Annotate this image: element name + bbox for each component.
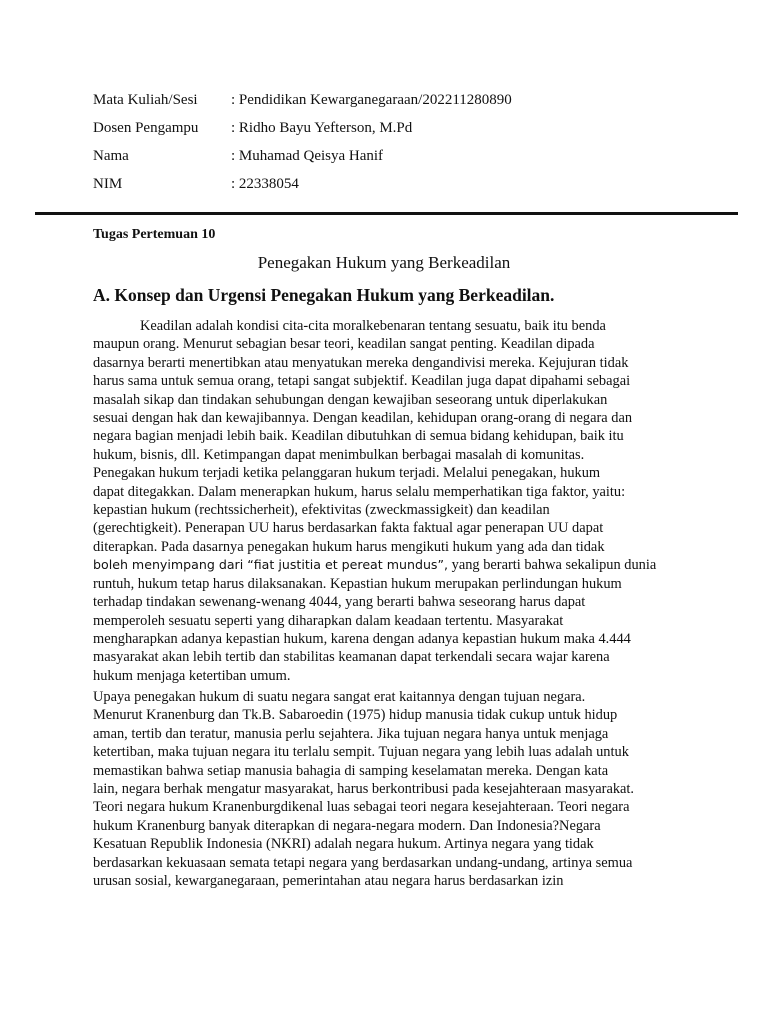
text-line: runtuh, hukum tetap harus dilaksanakan. Kepastian hukum merupakan perlindungan hukum [93, 575, 622, 592]
header-divider [35, 212, 738, 215]
text-line: maupun orang. Menurut sebagian besar teori, keadilan sangat penting. Keadilan dipada [93, 336, 595, 353]
text-line: dapat ditegakkan. Dalam menerapkan hukum, harus selalu memperhatikan tiga faktor, yaitu: [93, 483, 626, 500]
info-label: Mata Kuliah/Sesi [93, 92, 198, 108]
text-line: Menurut Kranenburg dan Tk.B. Sabaroedin (1975) hidup manusia tidak cukup untuk hidup [93, 707, 618, 724]
text-fragment: yang berarti bahwa sekalipun dunia [448, 557, 657, 574]
info-row-name [93, 142, 512, 170]
assignment-label: Tugas Pertemuan 10 [93, 227, 216, 242]
info-label: NIM [93, 176, 123, 192]
info-row-course [93, 86, 512, 114]
text-line: aman, tertib dan teratur, manusia perlu sejahtera. Jika tujuan negara hanya untuk menjaga [93, 725, 609, 742]
info-value: : Pendidikan Kewarganegaraan/202211280890 [231, 92, 512, 108]
text-line: urusan sosial, kewarganegaraan, pemerintahan atau negara harus berdasarkan izin [93, 873, 564, 890]
text-line: Upaya penegakan hukum di suatu negara sangat erat kaitannya dengan tujuan negara. [93, 689, 586, 705]
info-row-nim [93, 170, 512, 198]
text-line: dasarnya berarti menertibkan atau menyatukan mereka dengandivisi mereka. Kejujuran tidak [93, 354, 629, 371]
text-line: masalah sikap dan tindakan sehubungan dengan kewajiban seseorang untuk diperlakukan [93, 391, 608, 408]
info-label: Dosen Pengampu [93, 120, 199, 136]
text-line: harus sama untuk semua orang, tetapi sangat subjektif. Keadilan juga dapat dipahami sebagai [93, 373, 631, 390]
text-line: memperoleh sesuatu seperti yang diharapkan dalam keadaan tertentu. Masyarakat [93, 612, 564, 629]
document-title-text: Penegakan Hukum yang Berkeadilan [257, 253, 511, 272]
info-label: Nama [93, 148, 129, 164]
text-line: diterapkan. Pada dasarnya penegakan hukum harus mengikuti hukum yang ada dan tidak [93, 538, 605, 555]
paragraph-2 [93, 688, 676, 890]
text-line: (gerechtigkeit). Penerapan UU harus berdasarkan fakta faktual agar penerapan UU dapat [93, 520, 604, 537]
info-value: : Ridho Bayu Yefterson, M.Pd [231, 120, 413, 136]
info-value: : Muhamad Qeisya Hanif [231, 148, 384, 164]
info-row-lecturer [93, 114, 512, 142]
text-line: sesuai dengan hak dan kewajibannya. Dengan keadilan, kehidupan orang-orang di negara dan [93, 410, 633, 427]
text-line: negara bagian menjadi lebih baik. Keadilan dibutuhkan di semua bidang kehidupan, baik itu [93, 428, 624, 445]
paragraph-1 [93, 317, 676, 685]
text-line: terhadap tindakan sewenang-wenang 4044, yang berarti bahwa seseorang harus dapat [93, 594, 586, 611]
student-info-table [93, 86, 512, 198]
text-line: lain, negara berhak mengatur masyarakat, harus berkontribusi pada kesejahteraan masyarakat. [93, 781, 635, 798]
text-line-mixed [93, 556, 676, 574]
text-line: kepastian hukum (rechtssicherheit), efektivitas (zweckmassigkeit) dan keadilan [93, 502, 550, 519]
text-line: hukum, bisnis, dll. Ketimpangan dapat menimbulkan berbagai masalah di komunitas. [93, 446, 585, 463]
document-title [0, 253, 768, 273]
text-line: Teori negara hukum Kranenburgdikenal luas sebagai teori negara kesejahteraan. Teori negara [93, 799, 630, 816]
text-line: hukum menjaga ketertiban umum. [93, 667, 291, 684]
text-line: hukum Kranenburg banyak diterapkan di negara-negara modern. Dan Indonesia?Negara [93, 817, 601, 834]
info-value: : 22338054 [231, 176, 299, 192]
text-line: Kesatuan Republik Indonesia (NKRI) adalah negara hukum. Artinya negara yang tidak [93, 836, 594, 853]
text-line: Keadilan adalah kondisi cita-cita moralkebenaran tentang sesuatu, baik itu benda [140, 318, 606, 334]
text-line: memastikan bahwa setiap manusia bahagia di samping keselamatan mereka. Dengan kata [93, 762, 609, 779]
text-line: Penegakan hukum terjadi ketika pelanggaran hukum terjadi. Melalui penegakan, hukum [93, 465, 601, 482]
text-line: mengharapkan adanya kepastian hukum, karena dengan adanya kepastian hukum maka 4.444 [93, 630, 631, 647]
text-line: berdasarkan kekuasaan semata tetapi negara yang berdasarkan undang-undang, artinya semua [93, 854, 633, 871]
text-line: ketertiban, maka tujuan negara itu terlalu sempit. Tujuan negara yang lebih luas adalah untuk [93, 744, 629, 761]
text-line: masyarakat akan lebih tertib dan stabilitas keamanan dapat terkendali secara wajar karena [93, 649, 610, 666]
section-heading: A. Konsep dan Urgensi Penegakan Hukum yang Berkeadilan. [93, 285, 555, 305]
quoted-phrase: boleh menyimpang dari “fiat justitia et pereat mundus”, [93, 557, 449, 573]
